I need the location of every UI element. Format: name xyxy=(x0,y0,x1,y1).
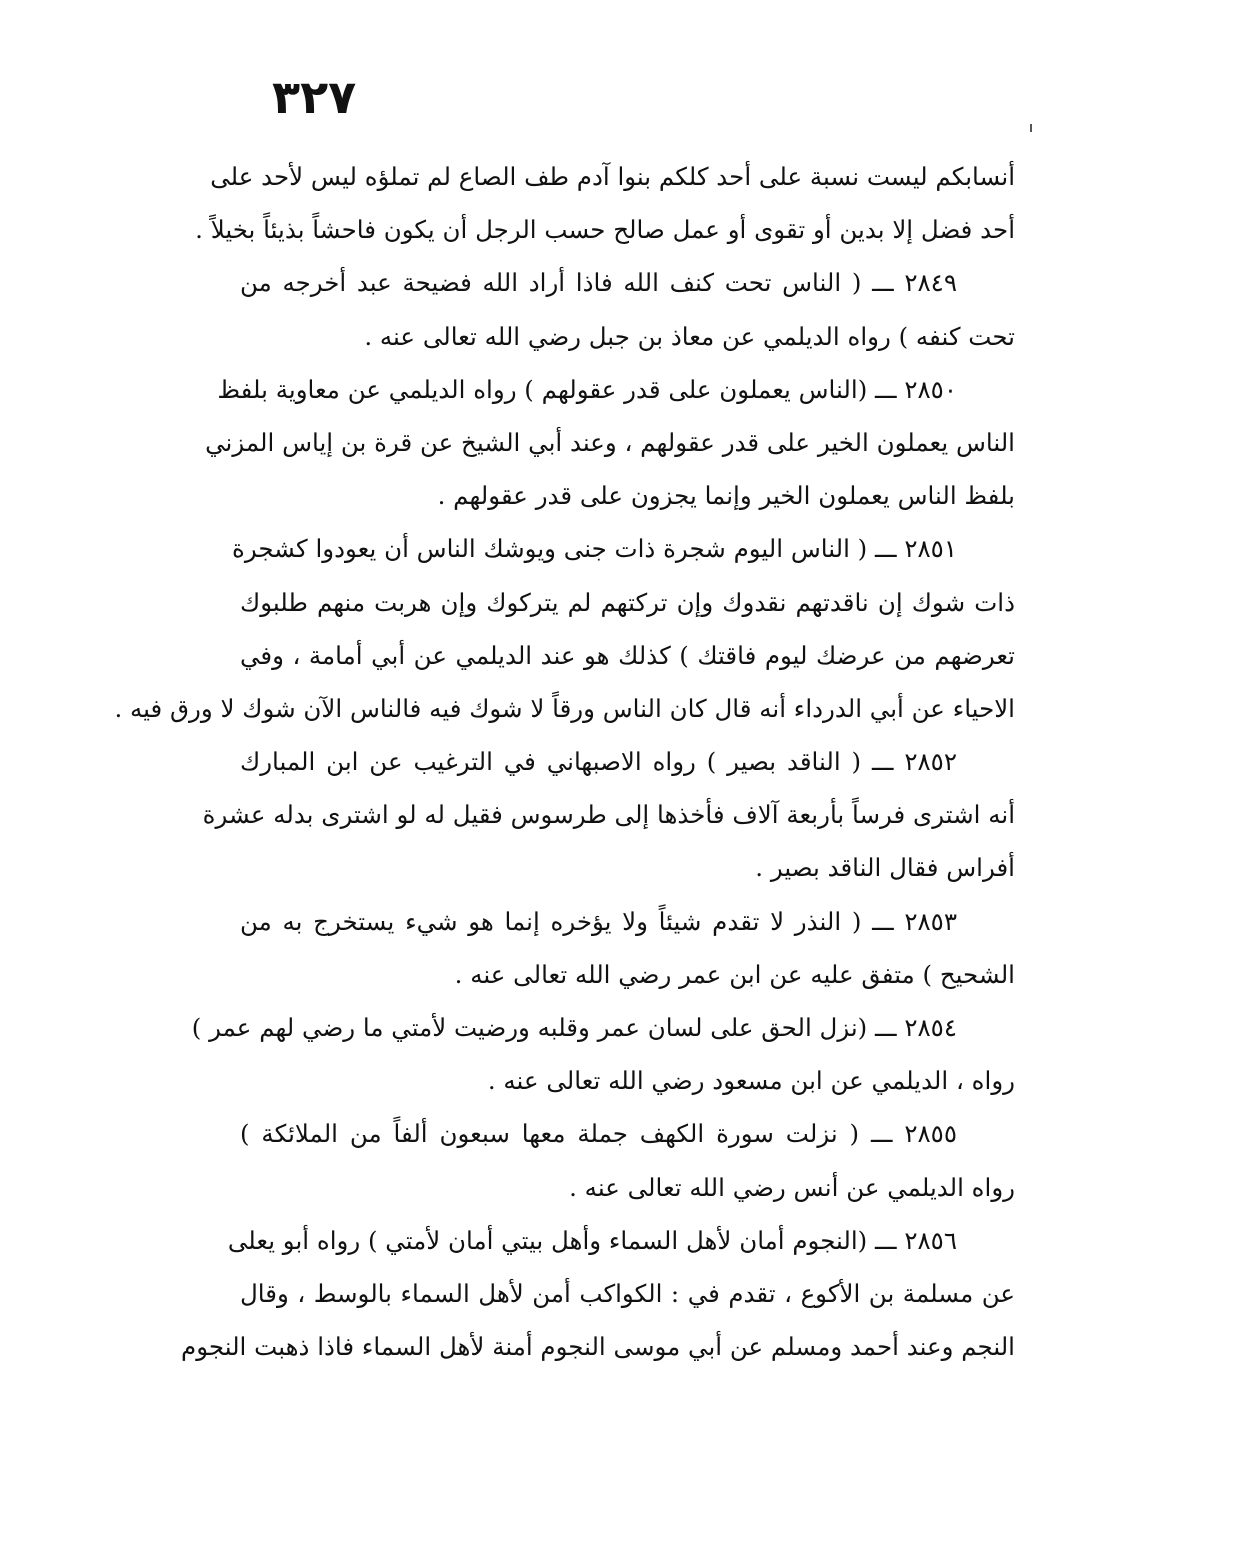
text-line: ٢٨٥٢ ـــ ( الناقد بصير ) رواه الاصبهاني في الترغيب عن ابن المبارك xyxy=(240,747,957,777)
text-line: النجم وعند أحمد ومسلم عن أبي موسى النجوم أمنة لأهل السماء فاذا ذهبت النجوم xyxy=(181,1332,1015,1362)
text-line: ٢٨٥٥ ـــ ( نزلت سورة الكهف جملة معها سبعون ألفاً من الملائكة ) xyxy=(240,1119,957,1149)
text-line: تعرضهم من عرضك ليوم فاقتك ) كذلك هو عند الديلمي عن أبي أمامة ، وفي xyxy=(240,640,1015,670)
text-line: أنسابكم ليست نسبة على أحد كلكم بنوا آدم طف الصاع لم تملؤه ليس لأحد على xyxy=(210,162,1015,191)
text-line: ٢٨٤٩ ـــ ( الناس تحت كنف الله فاذا أراد الله فضيحة عبد أخرجه من xyxy=(240,268,957,298)
text-line: أنه اشترى فرساً بأربعة آلاف فأخذها إلى طرسوس فقيل له لو اشترى بدله عشرة xyxy=(202,800,1015,830)
text-line: عن مسلمة بن الأكوع ، تقدم في : الكواكب أمن لأهل السماء بالوسط ، وقال xyxy=(240,1278,1015,1308)
text-line: رواه ، الديلمي عن ابن مسعود رضي الله تعالى عنه . xyxy=(487,1066,1015,1096)
text-line: تحت كنفه ) رواه الديلمي عن معاذ بن جبل رضي الله تعالى عنه . xyxy=(364,321,1015,351)
body-text xyxy=(114,150,1015,1373)
text-line: الاحياء عن أبي الدرداء أنه قال كان الناس ورقاً لا شوك فيه فالناس الآن شوك لا ورق فيه . xyxy=(114,693,1015,723)
text-line: ٢٨٥٤ ـــ (نزل الحق على لسان عمر وقلبه ورضيت لأمتي ما رضي لهم عمر ) xyxy=(191,1013,957,1042)
text-line: الشحيح ) متفق عليه عن ابن عمر رضي الله تعالى عنه . xyxy=(454,959,1015,989)
text-line: ٢٨٥٦ ـــ (النجوم أمان لأهل السماء وأهل بيتي أمان لأمتي ) رواه أبو يعلى xyxy=(227,1225,957,1255)
text-line: رواه الديلمي عن أنس رضي الله تعالى عنه . xyxy=(569,1172,1015,1202)
text-line: ٢٨٥٣ ـــ ( النذر لا تقدم شيئاً ولا يؤخره إنما هو شيء يستخرج به من xyxy=(240,906,957,936)
margin-mark xyxy=(1030,124,1032,132)
page-number: ٣٢٧ xyxy=(272,70,357,124)
text-line: أحد فضل إلا بدين أو تقوى أو عمل صالح حسب الرجل أن يكون فاحشاً بذيئاً بخيلاً . xyxy=(195,215,1015,245)
text-line: أفراس فقال الناقد بصير . xyxy=(755,853,1015,883)
text-line: ٢٨٥١ ـــ ( الناس اليوم شجرة ذات جنى ويوشك الناس أن يعودوا كشجرة xyxy=(231,534,957,564)
text-line: ذات شوك إن ناقدتهم نقدوك وإن تركتهم لم يتركوك وإن هربت منهم طلبوك xyxy=(240,587,1015,617)
text-line: ٢٨٥٠ ـــ (الناس يعملون على قدر عقولهم ) رواه الديلمي عن معاوية بلفظ xyxy=(217,374,957,404)
text-line: بلفظ الناس يعملون الخير وإنما يجزون على قدر عقولهم . xyxy=(437,481,1015,511)
text-line: الناس يعملون الخير على قدر عقولهم ، وعند أبي الشيخ عن قرة بن إياس المزني xyxy=(205,427,1015,457)
